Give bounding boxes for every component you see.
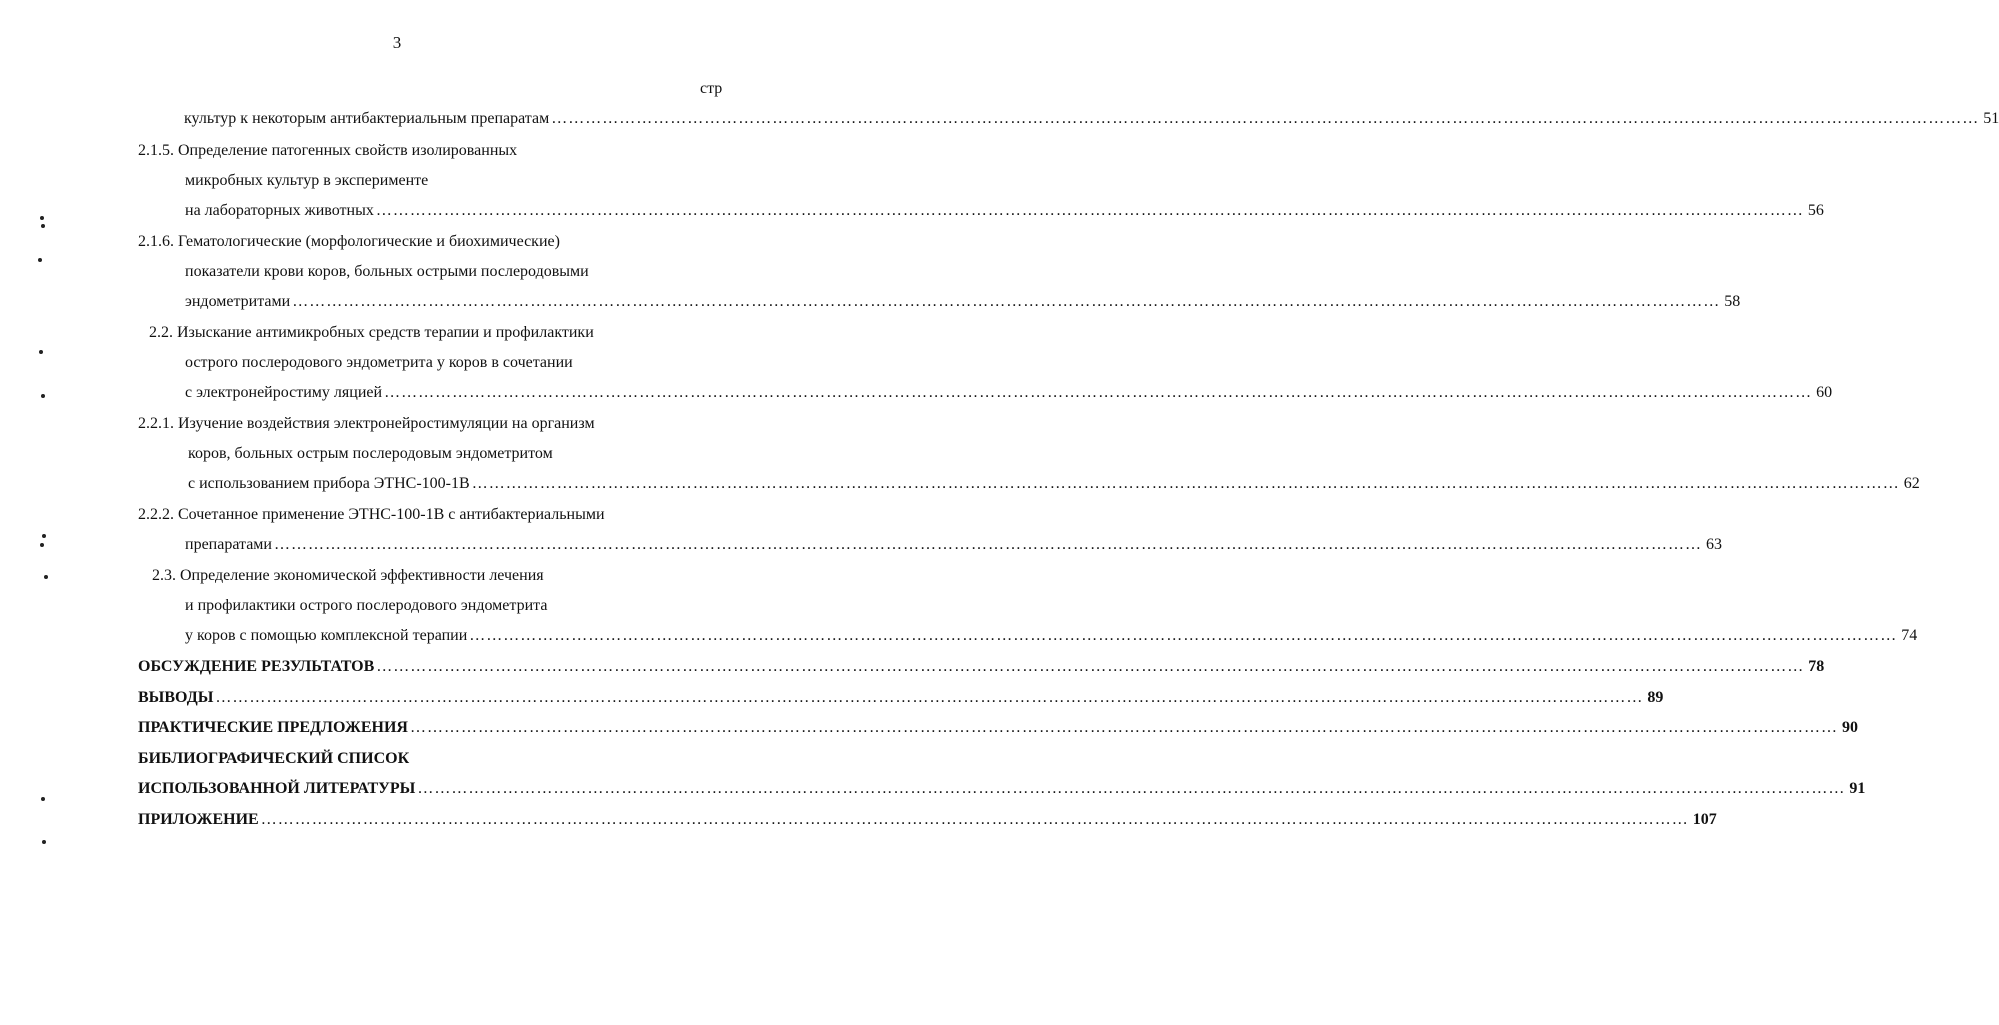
toc-entry-text: показатели крови коров, больных острыми послеродовыми xyxy=(185,263,589,280)
toc-entry-cultures-sensitivity xyxy=(184,109,1999,129)
dot-leader: ……………………………………………………………………………………………………………………………………………………………………………………………………………………………… xyxy=(292,293,1721,310)
toc-entry-page: 56 xyxy=(1807,202,1824,219)
scan-speck xyxy=(41,797,45,801)
scan-speck xyxy=(41,224,45,228)
toc-entry-text: 2.2.1. Изучение воздействия электронейростимуляции на организм xyxy=(138,415,595,432)
scan-speck xyxy=(44,575,48,579)
scan-speck xyxy=(39,350,43,354)
page-number: 3 xyxy=(392,33,402,52)
toc-entry-text: коров, больных острым послеродовым эндометритом xyxy=(188,445,553,462)
toc-entry-text: на лабораторных животных xyxy=(185,202,374,219)
page-column-label: стр xyxy=(700,80,723,97)
toc-entry-economic-efficiency xyxy=(185,626,1918,646)
toc-entry-text: с использованием прибора ЭТНС-100-1В xyxy=(188,475,470,492)
toc-entry-page: 78 xyxy=(1808,658,1825,675)
toc-entry-text: острого послеродового эндометрита у коров в сочетании xyxy=(185,354,573,371)
dot-leader: ……………………………………………………………………………………………………………………………………………………………………………………………………………………………… xyxy=(471,475,1900,492)
toc-entry-text: 2.2.2. Сочетанное применение ЭТНС-100-1В с антибактериальными xyxy=(138,506,605,523)
toc-entry-practical-proposals xyxy=(138,718,1858,738)
scan-speck xyxy=(40,216,44,220)
toc-entry-appendix xyxy=(138,810,1717,830)
toc-entry-conclusions xyxy=(138,688,1664,708)
toc-entry-text: 2.1.6. Гематологические (морфологические и биохимические) xyxy=(138,233,560,250)
toc-entry-combined-application xyxy=(185,535,1722,555)
toc-entry-electrostimulation xyxy=(188,474,1920,494)
dot-leader: ……………………………………………………………………………………………………………………………………………………………………………………………………………………………… xyxy=(417,780,1846,797)
dot-leader: ……………………………………………………………………………………………………………………………………………………………………………………………………………………………… xyxy=(409,719,1838,736)
toc-entry-page: 90 xyxy=(1841,719,1858,736)
toc-entry-page: 51 xyxy=(1983,110,1999,127)
toc-entry-text: ИСПОЛЬЗОВАННОЙ ЛИТЕРАТУРЫ xyxy=(138,780,416,797)
toc-entry-page: 58 xyxy=(1724,293,1741,310)
toc-entry-page: 60 xyxy=(1816,384,1833,401)
toc-entry-text: у коров с помощью комплексной терапии xyxy=(185,627,468,644)
dot-leader: ……………………………………………………………………………………………………………………………………………………………………………………………………………………………… xyxy=(376,658,1805,675)
toc-entry-page: 107 xyxy=(1692,811,1717,828)
toc-entry-page: 91 xyxy=(1849,780,1866,797)
toc-entry-page: 62 xyxy=(1903,475,1920,492)
toc-entry-text: эндометритами xyxy=(185,293,291,310)
toc-entry-text: 2.2. Изыскание антимикробных средств терапии и профилактики xyxy=(149,324,594,341)
dot-leader: ……………………………………………………………………………………………………………………………………………………………………………………………………………………………… xyxy=(551,110,1980,127)
dot-leader: ……………………………………………………………………………………………………………………………………………………………………………………………………………………………… xyxy=(375,202,1804,219)
toc-entry-text: и профилактики острого послеродового эндометрита xyxy=(185,597,548,614)
dot-leader: ……………………………………………………………………………………………………………………………………………………………………………………………………………………………… xyxy=(469,627,1898,644)
toc-entry-text: ВЫВОДЫ xyxy=(138,689,214,706)
scan-speck xyxy=(42,840,46,844)
toc-entry-page: 89 xyxy=(1647,689,1664,706)
toc-entry-text: ПРИЛОЖЕНИЕ xyxy=(138,811,259,828)
toc-entry-page: 74 xyxy=(1901,627,1918,644)
toc-entry-text: с электронейростиму ляцией xyxy=(185,384,383,401)
toc-entry-text: культур к некоторым антибактериальным препаратам xyxy=(184,110,550,127)
toc-entry-antimicrobial-search xyxy=(185,383,1833,403)
toc-entry-hematology xyxy=(185,292,1741,312)
toc-entry-text: ОБСУЖДЕНИЕ РЕЗУЛЬТАТОВ xyxy=(138,658,375,675)
dot-leader: ……………………………………………………………………………………………………………………………………………………………………………………………………………………………… xyxy=(260,811,1689,828)
toc-entry-text: ПРАКТИЧЕСКИЕ ПРЕДЛОЖЕНИЯ xyxy=(138,719,408,736)
toc-entry-text: 2.1.5. Определение патогенных свойств изолированных xyxy=(138,142,518,159)
dot-leader: ……………………………………………………………………………………………………………………………………………………………………………………………………………………………… xyxy=(215,689,1644,706)
scan-speck xyxy=(38,258,42,262)
dot-leader: ……………………………………………………………………………………………………………………………………………………………………………………………………………………………… xyxy=(384,384,1813,401)
toc-entry-page: 63 xyxy=(1706,536,1722,553)
toc-entry-text: препаратами xyxy=(185,536,272,553)
toc-entry-bibliography xyxy=(138,779,1866,799)
scan-speck xyxy=(40,543,44,547)
scan-speck xyxy=(41,394,45,398)
toc-entry-pathogenic-properties xyxy=(185,201,1824,221)
toc-entry-text: 2.3. Определение экономической эффективности лечения xyxy=(152,567,544,584)
dot-leader: ……………………………………………………………………………………………………………………………………………………………………………………………………………………………… xyxy=(274,536,1702,553)
toc-entry-text: БИБЛИОГРАФИЧЕСКИЙ СПИСОК xyxy=(138,750,410,767)
toc-entry-text: микробных культур в эксперименте xyxy=(185,172,429,189)
toc-entry-discussion xyxy=(138,657,1825,677)
scan-speck xyxy=(42,534,46,538)
